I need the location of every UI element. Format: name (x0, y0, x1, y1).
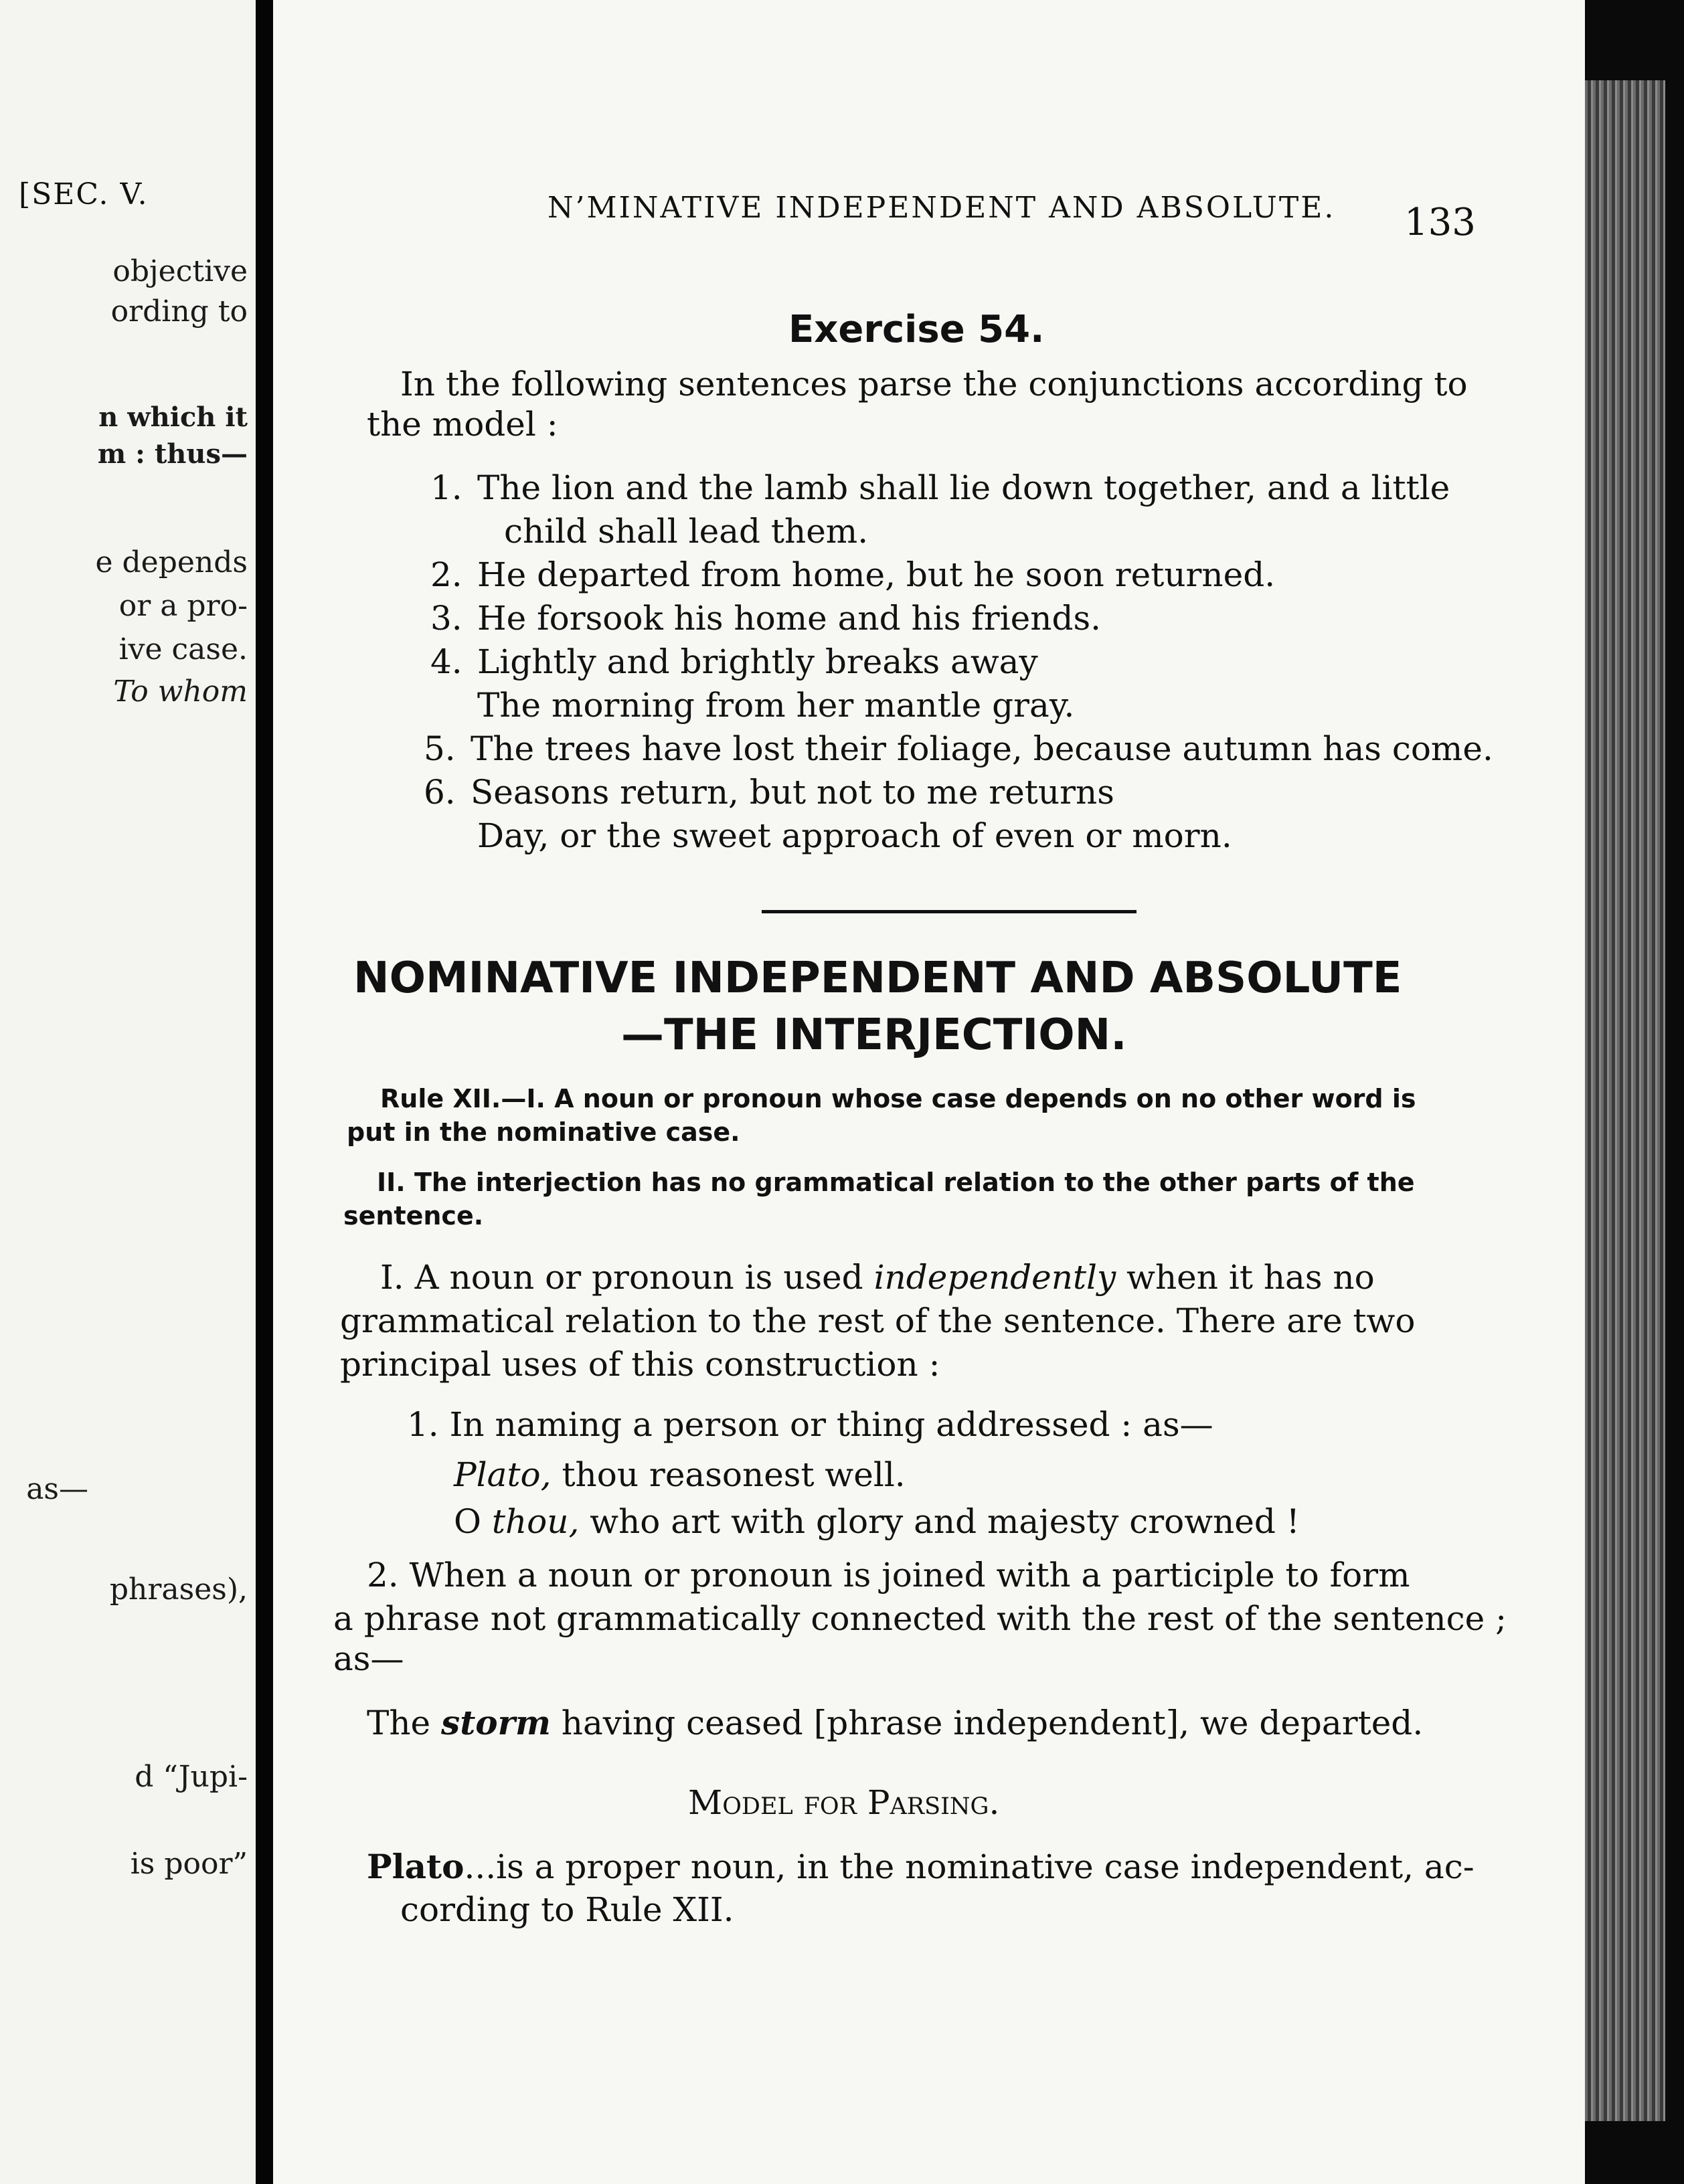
exercise-item-text: The lion and the lamb shall lie down together, and a little (477, 468, 1450, 507)
model-title: Model for Parsing. (688, 1783, 1000, 1822)
left-line: To whom (113, 674, 248, 709)
exercise-item-text: The trees have lost their foliage, because autumn has come. (471, 729, 1493, 768)
scan-border (1585, 0, 1684, 80)
section-divider (762, 910, 1136, 913)
left-line: ording to (110, 294, 248, 329)
left-line: phrases), (109, 1572, 248, 1607)
previous-page-strip (0, 0, 256, 2184)
book-gutter (256, 0, 273, 2184)
use-item: as— (333, 1639, 404, 1678)
exercise-item-number: 4. (430, 642, 462, 681)
left-page-header: [SEC. V. (19, 177, 149, 211)
left-line: ive case. (118, 632, 248, 666)
paragraph-line: grammatical relation to the rest of the sentence. There are two (340, 1301, 1416, 1340)
left-line: objective (112, 254, 248, 288)
left-line: is poor” (130, 1847, 248, 1881)
example-line: The storm having ceased [phrase independent], we departed. (367, 1703, 1424, 1742)
exercise-item-text: He departed from home, but he soon returned. (477, 555, 1276, 594)
section-title: —THE INTERJECTION. (621, 1010, 1127, 1060)
model-line: Plato...is a proper noun, in the nominative case independent, ac- (367, 1847, 1475, 1886)
exercise-instruction: In the following sentences parse the conjunctions according to (400, 365, 1468, 403)
exercise-item-number: 1. (430, 468, 462, 507)
rule-text: Rule XII.—I. A noun or pronoun whose case depends on no other word is (380, 1084, 1416, 1113)
left-line: d “Jupi- (135, 1760, 248, 1794)
paragraph-line: principal uses of this construction : (340, 1345, 940, 1384)
exercise-item-text: Day, or the sweet approach of even or morn. (477, 816, 1232, 855)
running-title: N’MINATIVE INDEPENDENT AND ABSOLUTE. (548, 191, 1336, 225)
use-item: 2. When a noun or pronoun is joined with a participle to form (367, 1556, 1410, 1595)
left-line: m : thus— (97, 438, 248, 470)
rule-text: put in the nominative case. (347, 1117, 740, 1147)
left-line: n which it (98, 401, 248, 433)
use-item: 1. In naming a person or thing addressed : as— (407, 1405, 1213, 1444)
model-line: cording to Rule XII. (400, 1890, 734, 1929)
exercise-item-text: Lightly and brightly breaks away (477, 642, 1038, 681)
exercise-item-number: 3. (430, 599, 462, 638)
exercise-item-number: 6. (424, 773, 456, 812)
rule-text: sentence. (343, 1201, 484, 1231)
example-line: O thou, who art with glory and majesty crowned ! (454, 1502, 1300, 1541)
exercise-item-text: child shall lead them. (504, 512, 869, 551)
exercise-item-text: Seasons return, but not to me returns (471, 773, 1114, 812)
example-line: Plato, thou reasonest well. (454, 1455, 906, 1494)
paragraph-line: I. A noun or pronoun is used independently when it has no (380, 1258, 1375, 1297)
left-line: e depends (95, 545, 248, 579)
exercise-item-number: 5. (424, 729, 456, 768)
exercise-title: Exercise 54. (788, 308, 1045, 351)
exercise-item-number: 2. (430, 555, 462, 594)
book-page (273, 0, 1585, 2184)
rule-text: II. The interjection has no grammatical relation to the other parts of the (377, 1168, 1415, 1197)
book-page-edges (1585, 80, 1665, 2121)
left-line: as— (26, 1472, 88, 1506)
exercise-instruction: the model : (367, 405, 558, 444)
use-item: a phrase not grammatically connected with the rest of the sentence ; (333, 1599, 1507, 1638)
exercise-item-text: The morning from her mantle gray. (477, 686, 1075, 725)
section-title: NOMINATIVE INDEPENDENT AND ABSOLUTE (353, 953, 1402, 1003)
page-number: 133 (1404, 201, 1476, 244)
exercise-item-text: He forsook his home and his friends. (477, 599, 1102, 638)
left-line: or a pro- (118, 589, 248, 623)
